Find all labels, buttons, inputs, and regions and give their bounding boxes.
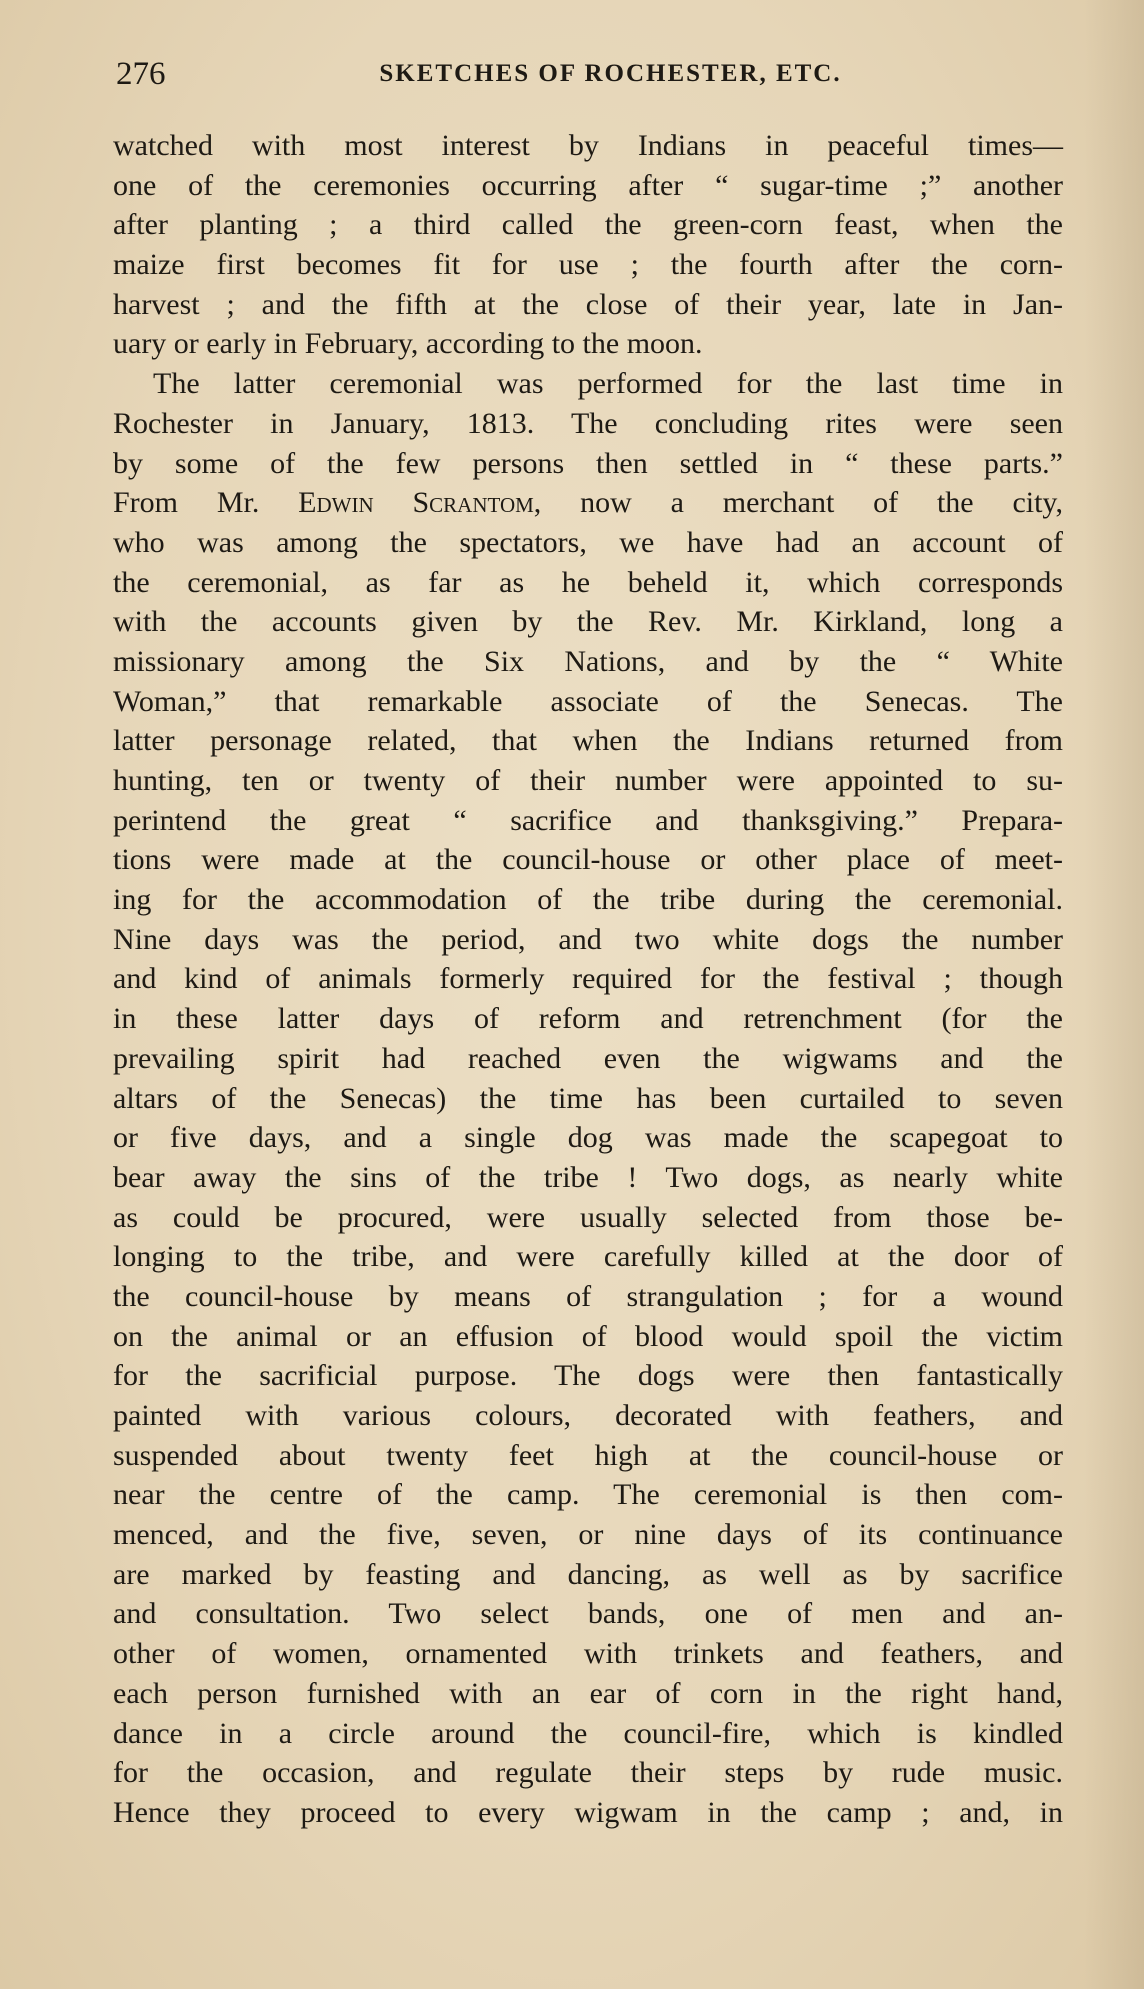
text-line: by some of the few persons then settled in “ these parts.” — [113, 446, 1063, 480]
text-line: the council-house by means of strangulation ; for a wound — [113, 1279, 1063, 1313]
text-line: who was among the spectators, we have had an account of — [113, 525, 1063, 559]
text-line: Rochester in January, 1813. The concluding rites were seen — [113, 406, 1063, 440]
text-line: the ceremonial, as far as he beheld it, which corresponds — [113, 565, 1063, 599]
text-line: ing for the accommodation of the tribe during the ceremonial. — [113, 883, 1063, 917]
text-line: Woman,” that remarkable associate of the Senecas. The — [113, 684, 1063, 718]
text-line: Hence they proceed to every wigwam in the camp ; and, in — [113, 1795, 1063, 1829]
text-fragment: , now a merchant of the city, — [533, 486, 1063, 520]
text-line: bear away the sins of the tribe ! Two dogs, as nearly white — [113, 1160, 1063, 1194]
text-line: altars of the Senecas) the time has been curtailed to seven — [113, 1081, 1063, 1115]
text-line: painted with various colours, decorated with feathers, and — [113, 1399, 1063, 1432]
body-text — [113, 126, 1063, 1833]
text-line: suspended about twenty feet high at the council-house or — [113, 1438, 1063, 1472]
text-line: missionary among the Six Nations, and by the “ White — [113, 644, 1063, 678]
person-name: Edwin Scrantom — [298, 486, 534, 520]
text-line: dance in a circle around the council-fire, which is kindled — [113, 1716, 1063, 1750]
text-line: for the occasion, and regulate their steps by rude music. — [113, 1756, 1063, 1790]
text-line: in these latter days of reform and retrenchment (for the — [113, 1002, 1063, 1036]
text-line: near the centre of the camp. The ceremonial is then com- — [113, 1478, 1063, 1512]
running-head: SKETCHES OF ROCHESTER, ETC. — [379, 60, 842, 87]
text-line: menced, and the five, seven, or nine days of its continuance — [113, 1518, 1063, 1552]
text-line: and kind of animals formerly required for the festival ; though — [113, 962, 1063, 996]
paragraph-start-line: The latter ceremonial was performed for the last time in — [153, 367, 1063, 401]
text-line: one of the ceremonies occurring after “ sugar-time ;” another — [113, 168, 1063, 202]
text-line: maize first becomes fit for use ; the fourth after the corn- — [113, 248, 1063, 282]
text-line: with the accounts given by the Rev. Mr. Kirkland, long a — [113, 605, 1063, 639]
text-line: tions were made at the council-house or other place of meet- — [113, 843, 1063, 877]
text-fragment: From Mr. — [113, 486, 260, 520]
text-line: longing to the tribe, and were carefully killed at the door of — [113, 1240, 1063, 1274]
text-line: are marked by feasting and dancing, as well as by sacrifice — [113, 1557, 1063, 1591]
page-number: 276 — [116, 56, 166, 92]
text-line: harvest ; and the fifth at the close of their year, late in Jan- — [113, 287, 1063, 321]
text-line: latter personage related, that when the Indians returned from — [113, 724, 1063, 758]
text-line: for the sacrificial purpose. The dogs were then fantastically — [113, 1359, 1063, 1393]
text-line: after planting ; a third called the green-corn feast, when the — [113, 208, 1063, 242]
text-line: other of women, ornamented with trinkets and feathers, and — [113, 1637, 1063, 1671]
text-line: prevailing spirit had reached even the wigwams and the — [113, 1041, 1063, 1075]
text-line: and consultation. Two select bands, one of men and an- — [113, 1597, 1063, 1631]
text-line: hunting, ten or twenty of their number were appointed to su- — [113, 764, 1063, 797]
text-line: Nine days was the period, and two white dogs the number — [113, 922, 1063, 956]
text-line: perintend the great “ sacrifice and thanksgiving.” Prepara- — [113, 803, 1063, 837]
text-line: each person furnished with an ear of corn in the right hand, — [113, 1676, 1063, 1710]
text-line-with-name — [113, 483, 1063, 523]
text-line: uary or early in February, according to the moon. — [113, 327, 703, 361]
page-header — [108, 52, 1063, 96]
text-line: as could be procured, were usually selected from those be- — [113, 1200, 1063, 1234]
text-line: or five days, and a single dog was made the scapegoat to — [113, 1121, 1063, 1155]
text-line: on the animal or an effusion of blood would spoil the victim — [113, 1319, 1063, 1353]
page-edge-shadow — [1084, 0, 1144, 1989]
text-line: watched with most interest by Indians in peaceful times— — [113, 129, 1063, 162]
